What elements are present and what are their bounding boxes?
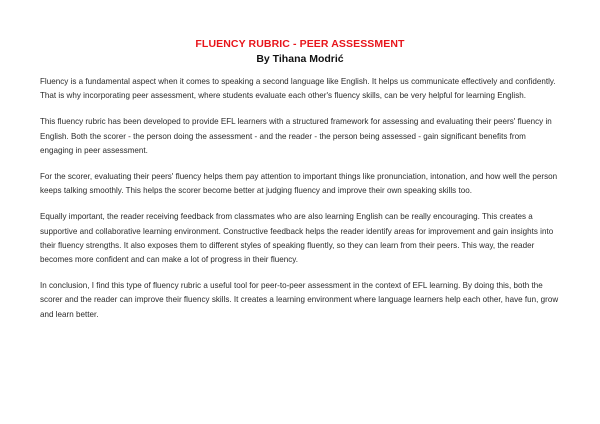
document-body	[40, 75, 560, 322]
paragraph-reader-benefits: Equally important, the reader receiving feedback from classmates who are also learning English can be really encouraging. This creates a supportive and collaborative learning environment. Constructive feedback helps the reader identify areas for improvement and gain insights into their fluency strengths. It also exposes them to different styles of speaking fluently, so they can learn from their peers. This way, the reader becomes more confident and can make a lot of progress in their fluency.	[40, 212, 554, 265]
paragraph-scorer-benefits: For the scorer, evaluating their peers' fluency helps them pay attention to important things like pronunciation, intonation, and how well the person keeps talking smoothly. This helps the scorer become better at judging fluency and improve their own speaking skills too.	[40, 172, 558, 196]
document-author: By Tihana Modrić	[256, 53, 344, 65]
document-title: FLUENCY RUBRIC - PEER ASSESSMENT	[195, 38, 405, 50]
paragraph-intro: Fluency is a fundamental aspect when it comes to speaking a second language like English. It helps us communicate effectively and confidently. That is why incorporating peer assessment, where students evaluate each other's fluency skills, can be very helpful for learning English.	[40, 77, 556, 101]
paragraph-conclusion: In conclusion, I find this type of fluency rubric a useful tool for peer-to-peer assessment in the context of EFL learning. By doing this, both the scorer and the reader can improve their fluency skills. It creates a learning environment where language learners help each other, have fun, grow and learn better.	[40, 281, 559, 319]
paragraph-rubric-purpose: This fluency rubric has been developed to provide EFL learners with a structured framework for assessing and evaluating their peers' fluency in English. Both the scorer - the person doing the assessment - and the reader - the person being assessed - gain significant benefits from engaging in peer assessment.	[40, 117, 552, 155]
